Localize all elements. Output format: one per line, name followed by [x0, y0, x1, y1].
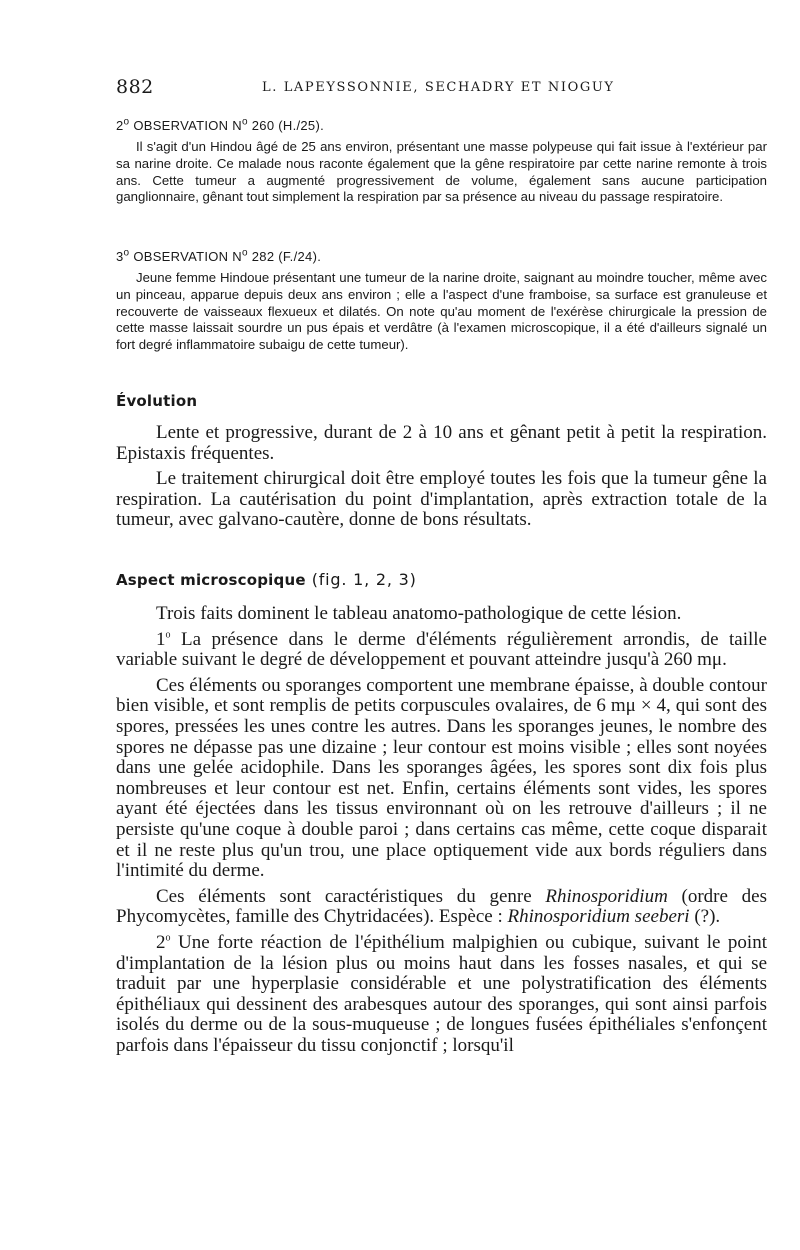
paragraph: Le traitement chirurgical doit être employé toutes les fois que la tumeur gêne la respiration. La cautérisation du point d'implantation, après extraction totale de la tumeur, avec galvano-cautère, donne de bons résultats. [116, 468, 767, 531]
observation-2 [116, 118, 767, 206]
page-header [116, 76, 762, 102]
paragraph: 1$^o$ La présence dans le derme d'éléments régulièrement arrondis, de taille variable suivant le degré de développement et pouvant atteindre jusqu'à 260 mμ. [116, 628, 767, 671]
paragraph: Lente et progressive, durant de 2 à 10 ans et gênant petit à petit la respiration. Epistaxis fréquentes. [116, 422, 767, 464]
page-number: 882 [116, 76, 154, 98]
figure-reference: (fig. 1, 2, 3) [311, 570, 417, 589]
paragraph: 2$^o$ Une forte réaction de l'épithélium malpighien ou cubique, suivant le point d'implantation de la lésion plus ou moins haut dans les fosses nasales, et qui se traduit par une hyperplasie considérable et une polystratification des éléments épithéliaux qui dessinent des arabesques autour des sporanges, qui sont ainsi parfois isolés du derme ou de la sous-muqueuse ; de longues fusées épithéliales s'enfonçent parfois dans l'épaisseur du tissu conjonctif ; lorsqu'il [116, 931, 767, 1056]
observation-title: 3$^o$ OBSERVATION $N^o$ 282 (F./24). [116, 247, 322, 264]
observation-3 [116, 249, 767, 354]
species-name: Rhinosporidium seeberi [507, 906, 690, 928]
heading-text: Aspect microscopique [116, 571, 306, 589]
genus-name: Rhinosporidium [545, 885, 668, 907]
section-heading-evolution: Évolution [116, 392, 198, 410]
paragraph: Ces éléments ou sporanges comportent une membrane épaisse, à double contour bien visible, et sont remplis de petits corpuscules ovalaires, de 6 mμ × 4, qui sont des spores, pressées les unes contre les autres. Dans les sporanges jeunes, le nombre des spores ne dépasse pas une dizaine ; leur contour est moins visible ; elles sont noyées dans une gelée acidophile. Dans les sporanges âgées, les spores sont dix fois plus nombreuses et leur contour est net. Enfin, certains éléments sont vides, les spores ayant été éjectées dans les tissus environnant où on les retrouve d'ailleurs ; il ne persiste qu'une coque à double paroi ; dans certains cas même, cette coque disparait et il ne reste plus qu'un trou, une place optiquement vide aux bords réguliers dans l'intimité du derme. [116, 674, 767, 882]
observation-title: 2$^o$ OBSERVATION $N^o$ 260 (H./25). [116, 116, 324, 133]
observation-text: Il s'agit d'un Hindou âgé de 25 ans environ, présentant une masse polypeuse qui fait issue à l'extérieur par sa narine droite. Ce malade nous raconte également que la gêne respiratoire par cette narine remonte à trois ans. Cette tumeur a augmenté progressivement de volume, également sans aucune participation ganglionnaire, gênant tout simplement la respiration par sa présence au niveau du passage respiratoire. [116, 139, 767, 205]
observation-text: Jeune femme Hindoue présentant une tumeur de la narine droite, saignant au moindre toucher, même avec un pinceau, apparue depuis deux ans environ ; elle a l'aspect d'une framboise, sa surface est granuleuse et recouverte de vaisseaux flexueux et dilatés. On note qu'au moment de l'exérèse chirurgicale la pression de cette masse laissait sourdre un pus épais et verdâtre (à l'examen microscopique, il a été d'ailleurs signalé un fort degré inflammatoire subaigu de cette tumeur). [116, 270, 767, 353]
paragraph: Trois faits dominent le tableau anatomo-pathologique de cette lésion. [156, 603, 682, 624]
running-head: L. LAPEYSSONNIE, SECHADRY ET NIOGUY [262, 80, 615, 95]
section-heading-aspect [116, 570, 417, 589]
paragraph: Ces éléments sont caractéristiques du genre Rhinosporidium (ordre des Phycomycètes, famille des Chytridacées). Espèce : Rhinosporidium seeberi (?). [116, 885, 767, 928]
aspect-body [116, 604, 767, 1056]
evolution-body [116, 423, 767, 531]
